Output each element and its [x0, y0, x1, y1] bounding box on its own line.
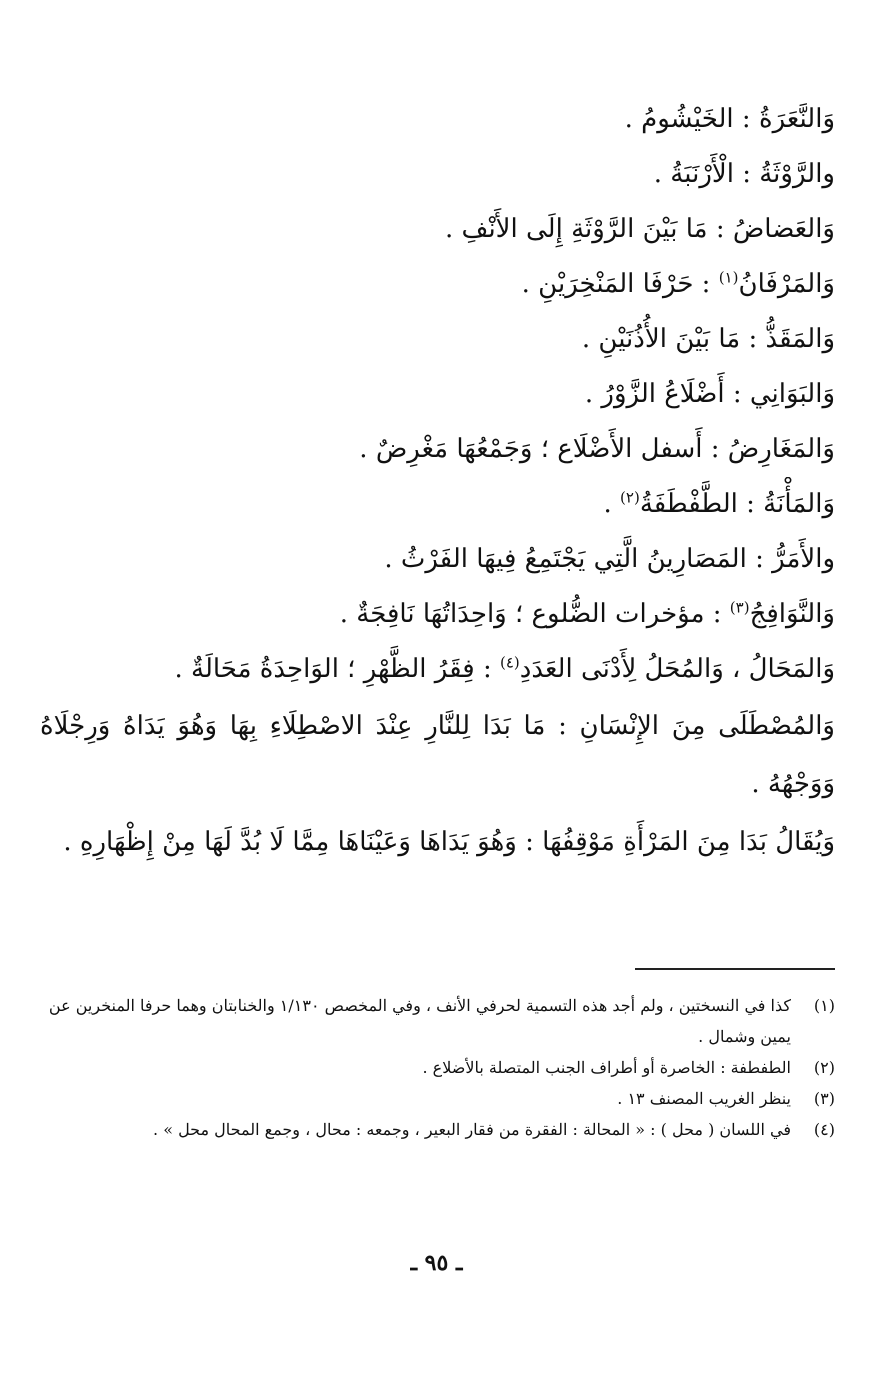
text-line: وَالمَقَذُّ : مَا بَيْنَ الأُذُنَيْنِ .	[581, 324, 835, 354]
footnote-text: في اللسان ( محل ) : « المحالة : الفقرة من فقار البعير ، وجمعه : محال ، وجمع المحال محل » .	[153, 1120, 791, 1139]
footnote-ref-3[interactable]: (٣)	[729, 598, 750, 617]
text-line	[40, 477, 835, 532]
footnote	[40, 990, 835, 1052]
paragraph-mustala: وَالمُصْطَلَى مِنَ الإِنْسَانِ : مَا بَدَا لِلنَّارِ عِنْدَ الاصْطِلَاءِ بِهَا وَهُوَ يَدَاهُ وَرِجْلَاهُ وَوَجْهُهُ .	[40, 711, 835, 799]
footnote-number: (١)	[813, 996, 835, 1015]
text-segment: وَالمَأْنَةُ : الطَّفْطَفَةُ	[639, 489, 835, 519]
footnote-divider	[635, 968, 835, 970]
text-line	[40, 642, 835, 697]
footnotes	[40, 990, 835, 1145]
text-line: وَالبَوَانِي : أَضْلَاعُ الزَّوْرُ .	[584, 379, 835, 409]
footnote-text: كذا في النسختين ، ولم أجد هذه التسمية لحرفي الأنف ، وفي المخصص ١/١٣٠ والخنابتان وهما حرفا المنخرين عن يمين وشمال .	[48, 996, 791, 1046]
footnote-ref-1[interactable]: (١)	[718, 268, 739, 287]
footnote	[40, 1083, 835, 1114]
text-segment: : فِقَرُ الظَّهْرِ ؛ الوَاحِدَةُ مَحَالَةٌ .	[174, 654, 500, 684]
text-segment: وَالنَّوَافِجُ	[749, 599, 835, 629]
footnote-number: (٣)	[813, 1089, 835, 1108]
footnote-number: (٤)	[813, 1120, 835, 1139]
text-line: وَالعَضاضُ : مَا بَيْنَ الرَّوْثَةِ إِلَى الأَنْفِ .	[445, 214, 835, 244]
footnote-text: ينظر الغريب المصنف ١٣ .	[617, 1089, 791, 1108]
text-segment: وَالمَحَالُ ، وَالمُحَلُ لِأَدْنَى العَدَدِ	[519, 654, 835, 684]
text-line: والرَّوْثَةُ : الْأَرْنَبَةُ .	[653, 159, 835, 189]
text-line: وَالمَغَارِضُ : أَسفل الأَضْلَاع ؛ وَجَمْعُهَا مَغْرِضٌ .	[359, 434, 835, 464]
text-line: وَالنَّعَرَةُ : الخَيْشُومُ .	[624, 104, 835, 134]
footnote-text: الطفطفة : الخاصرة أو أطراف الجنب المتصلة بالأضلاع .	[422, 1058, 791, 1077]
text-segment: .	[603, 489, 621, 519]
main-text	[40, 92, 835, 871]
footnote-ref-2[interactable]: (٢)	[620, 488, 640, 507]
text-line	[40, 257, 835, 312]
text-line	[40, 587, 835, 642]
footnote	[40, 1114, 835, 1145]
page-number: ـ ٩٥ ـ	[410, 1250, 463, 1276]
text-segment: : حَرْفَا المَنْخِرَيْنِ .	[521, 269, 719, 299]
text-segment: : مؤخرات الضُّلوع ؛ وَاحِدَاتُهَا نَافِجَةٌ .	[339, 599, 730, 629]
footnote-ref-4[interactable]: (٤)	[500, 653, 520, 672]
footnote-number: (٢)	[813, 1058, 835, 1077]
text-segment: وَالمَرْفَانُ	[738, 269, 835, 299]
footnote	[40, 1052, 835, 1083]
paragraph-yuqal: وَيُقَالُ بَدَا مِنَ المَرْأَةِ مَوْقِفُهَا : وَهُوَ يَدَاهَا وَعَيْنَاهَا مِمَّا لَا بُدَّ لَهَا مِنْ إِظْهَارِهِ .	[63, 827, 835, 857]
text-line: والأَمَرُّ : المَصَارِينُ الَّتِي يَجْتَمِعُ فِيهَا الفَرْثُ .	[384, 544, 835, 574]
